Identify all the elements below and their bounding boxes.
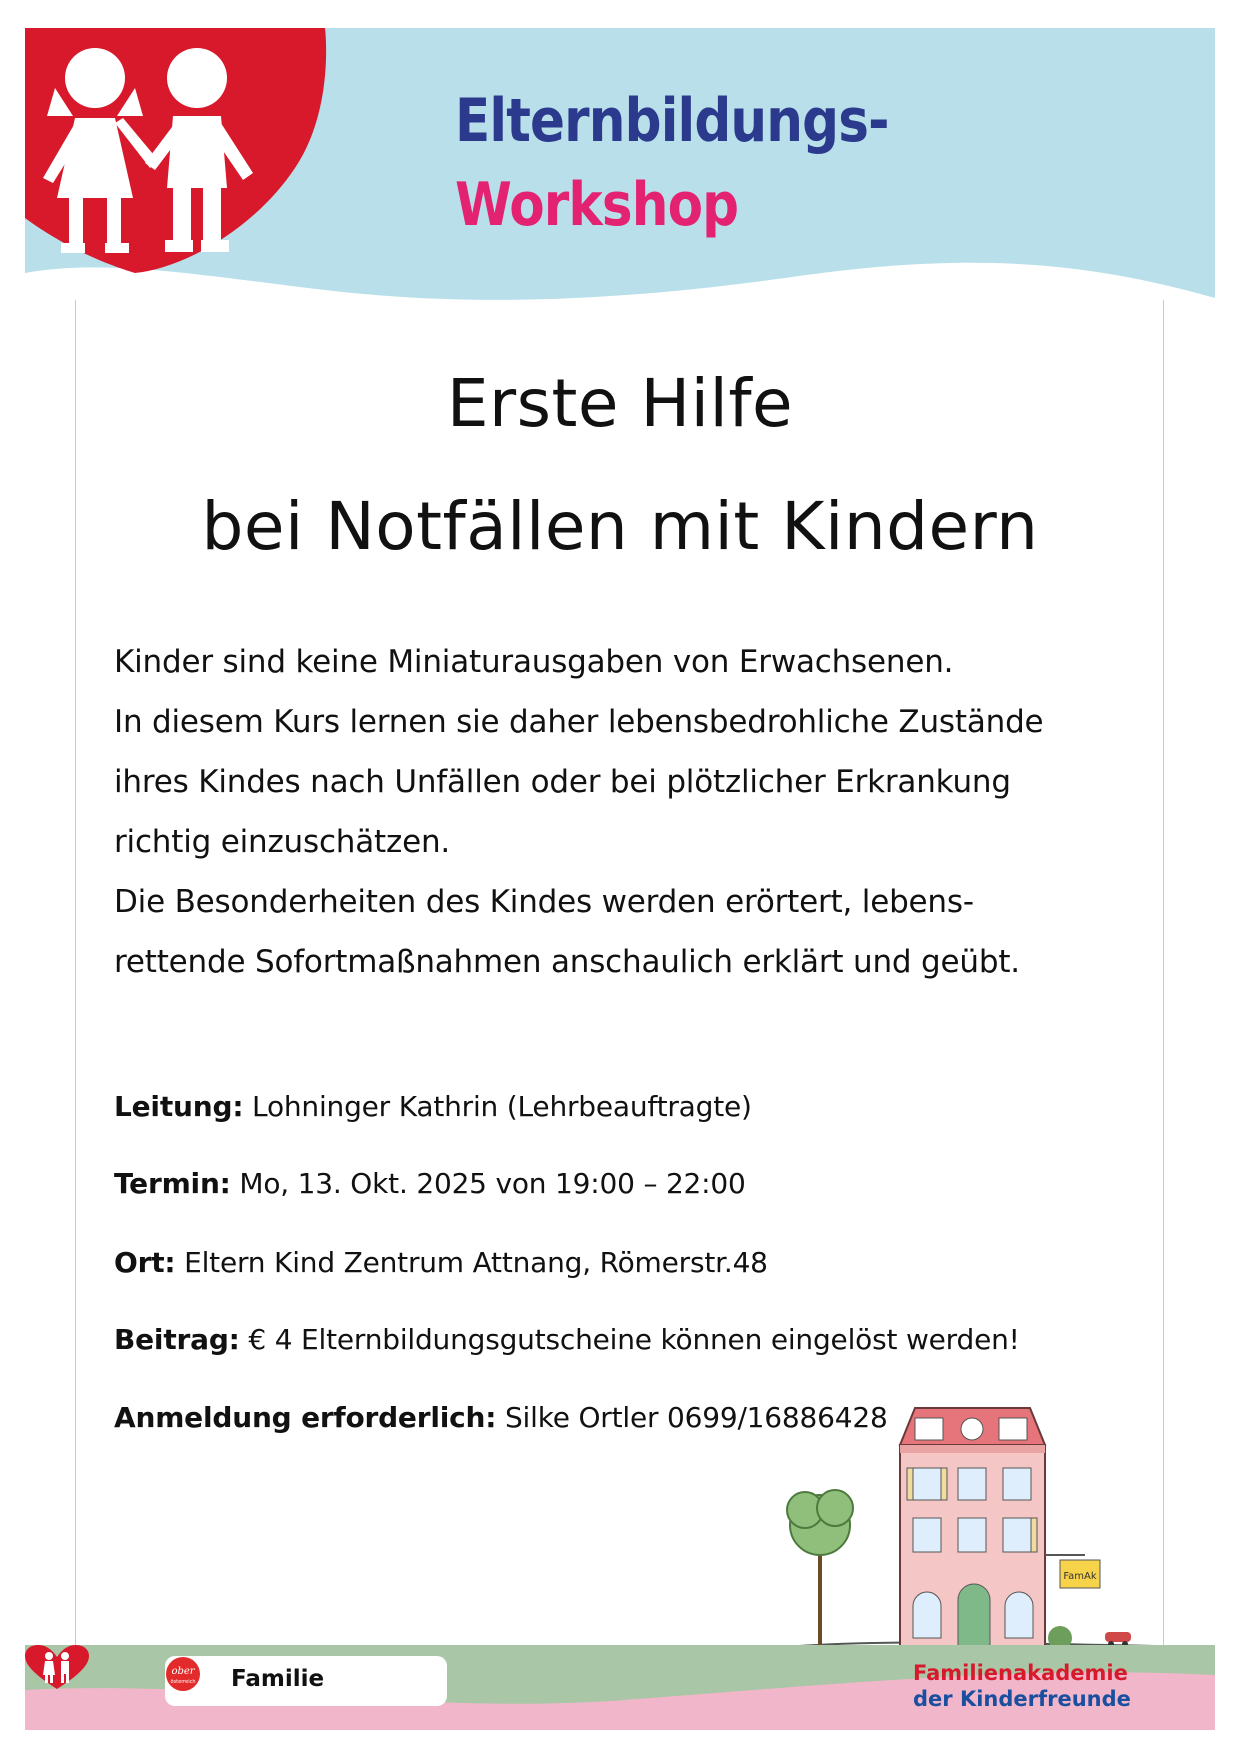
academy-name-line1: Familienakademie [913, 1661, 1128, 1685]
badge-text: Familie [231, 1666, 325, 1692]
header-background [25, 28, 1215, 310]
detail-ort [114, 1246, 1014, 1279]
svg-text:österreich: österreich [170, 1679, 196, 1685]
course-title-line1: Erste Hilfe [446, 365, 794, 442]
building-icon [900, 1408, 1045, 1648]
detail-leitung [114, 1090, 1014, 1123]
detail-label: Anmeldung erforderlich: [114, 1401, 497, 1434]
description-line: ihres Kindes nach Unfällen oder bei plötzlicher Erkrankung [114, 764, 1011, 800]
workshop-title-line1: Elternbildungs- [455, 86, 889, 156]
oberoesterreich-logo-icon [165, 1656, 201, 1692]
description-line: In diesem Kurs lernen sie daher lebensbedrohliche Zustände [114, 704, 1044, 740]
description-line: rettende Sofortmaßnahmen anschaulich erklärt und geübt. [114, 944, 1020, 980]
workshop-title-line2: Workshop [455, 170, 739, 240]
detail-label: Leitung: [114, 1090, 244, 1123]
description-line: richtig einzuschätzen. [114, 824, 451, 860]
header-banner [25, 28, 1215, 310]
academy-name-line2: der Kinderfreunde [913, 1687, 1131, 1711]
detail-beitrag [114, 1323, 1020, 1356]
detail-termin [114, 1167, 1014, 1200]
detail-value: Silke Ortler 0699/16886428 [504, 1401, 888, 1434]
house-illustration [775, 1400, 1155, 1654]
detail-label: Termin: [114, 1167, 231, 1200]
detail-value: Eltern Kind Zentrum Attnang, Römerstr.48 [184, 1246, 768, 1279]
familienakademie-logo-icon [25, 1645, 89, 1691]
footer-band [25, 1645, 1215, 1730]
detail-value: Mo, 13. Okt. 2025 von 19:00 – 22:00 [239, 1167, 746, 1200]
description-line: Die Besonderheiten des Kindes werden erörtert, lebens- [114, 884, 974, 920]
detail-value: Lohninger Kathrin (Lehrbeauftragte) [252, 1090, 752, 1123]
detail-label: Beitrag: [114, 1323, 240, 1356]
course-title-line2: bei Notfällen mit Kindern [201, 488, 1039, 565]
detail-value: € 4 Elternbildungsgutscheine können eingelöst werden! [248, 1323, 1020, 1356]
detail-label: Ort: [114, 1246, 176, 1279]
sign-text: FamAk [1063, 1571, 1097, 1582]
familie-badge [165, 1656, 447, 1706]
course-description [114, 632, 1114, 992]
tree-icon [787, 1490, 853, 1648]
description-line: Kinder sind keine Miniaturausgaben von Erwachsenen. [114, 644, 954, 680]
svg-text:ober: ober [171, 1666, 195, 1677]
